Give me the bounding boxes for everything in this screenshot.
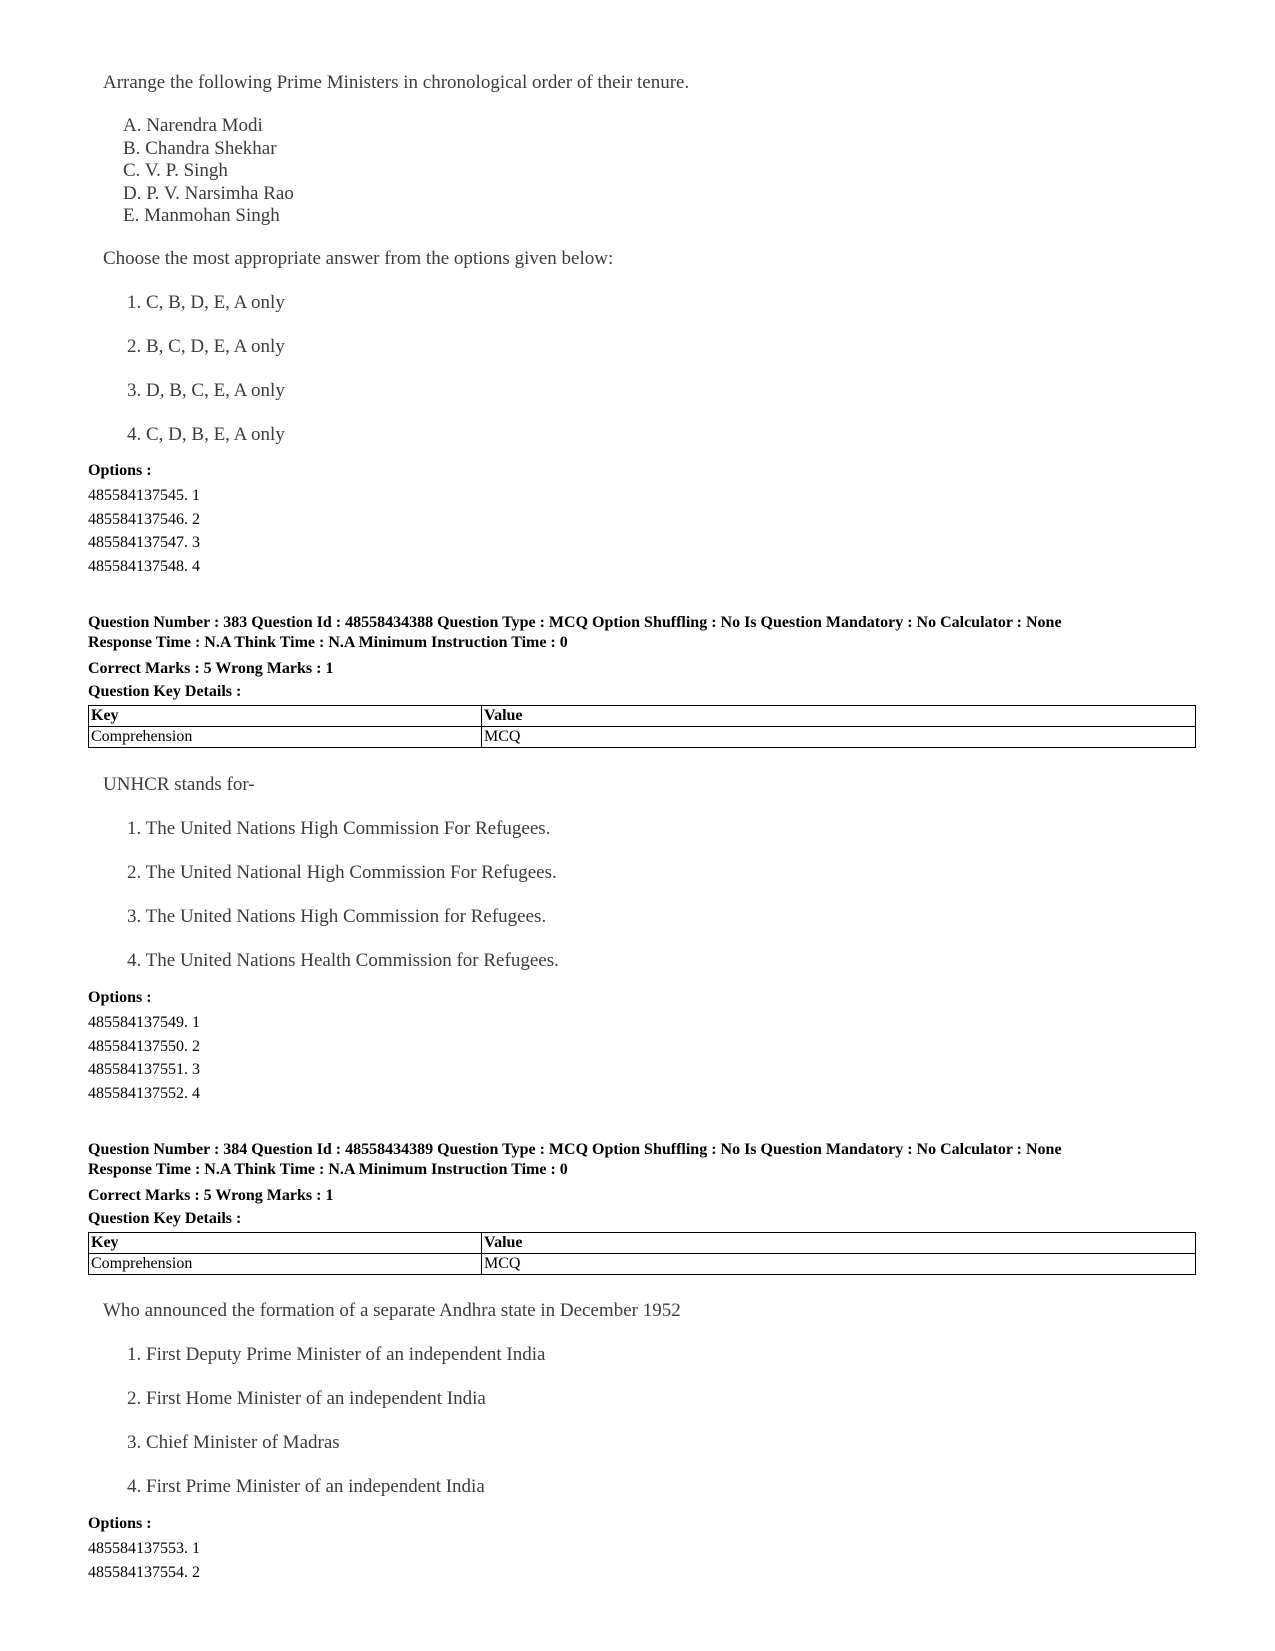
table-header-value: Value: [482, 706, 1196, 727]
choice-2: 2. B, C, D, E, A only: [127, 336, 285, 357]
table-cell-value: MCQ: [482, 1254, 1196, 1275]
option-ids: [88, 484, 200, 578]
meta-line: Response Time : N.A Think Time : N.A Minimum Instruction Time : 0: [88, 634, 568, 651]
option-id: 485584137550. 2: [88, 1037, 200, 1055]
meta-line: Response Time : N.A Think Time : N.A Minimum Instruction Time : 0: [88, 1161, 568, 1178]
option-id: 485584137554. 2: [88, 1563, 200, 1581]
marks: Correct Marks : 5 Wrong Marks : 1: [88, 1187, 334, 1204]
list-item: D. P. V. Narsimha Rao: [123, 182, 294, 204]
list-item: B. Chandra Shekhar: [123, 137, 277, 159]
list-item: C. V. P. Singh: [123, 160, 228, 181]
table-row: [89, 1254, 1196, 1275]
table-cell-value: MCQ: [482, 727, 1196, 748]
key-details-label: Question Key Details :: [88, 1210, 242, 1227]
choice-3: 3. Chief Minister of Madras: [127, 1432, 340, 1453]
question-383-meta: [88, 613, 1062, 653]
choice-2: 2. The United National High Commission For Refugees.: [127, 862, 557, 883]
question-382-text: Arrange the following Prime Ministers in chronological order of their tenure.: [103, 72, 690, 93]
option-id: 485584137549. 1: [88, 1014, 200, 1031]
option-ids: [88, 1011, 200, 1105]
table-header-row: [89, 706, 1196, 727]
list-item: E. Manmohan Singh: [123, 205, 280, 226]
meta-line: Question Number : 383 Question Id : 48558434388 Question Type : MCQ Option Shuffling : No Is Question Mandatory : No Calculator : None: [88, 614, 1062, 631]
choice-1: 1. First Deputy Prime Minister of an independent India: [127, 1344, 546, 1365]
key-details-table: [88, 1232, 1196, 1275]
option-id: 485584137553. 1: [88, 1540, 200, 1557]
options-label: Options :: [88, 462, 152, 479]
question-384-meta: [88, 1140, 1062, 1180]
option-id: 485584137552. 4: [88, 1084, 200, 1102]
option-id: 485584137548. 4: [88, 557, 200, 575]
table-header-row: [89, 1233, 1196, 1254]
options-label: Options :: [88, 1515, 152, 1532]
key-details-label: Question Key Details :: [88, 683, 242, 700]
table-cell-key: Comprehension: [89, 727, 482, 748]
table-header-key: Key: [89, 1233, 482, 1254]
table-row: [89, 727, 1196, 748]
table-header-key: Key: [89, 706, 482, 727]
option-id: 485584137551. 3: [88, 1061, 200, 1078]
options-label: Options :: [88, 989, 152, 1006]
option-id: 485584137546. 2: [88, 510, 200, 528]
choice-4: 4. First Prime Minister of an independent India: [127, 1476, 485, 1497]
table-cell-key: Comprehension: [89, 1254, 482, 1275]
question-383-text: UNHCR stands for-: [103, 774, 255, 795]
question-382-items: [123, 115, 294, 228]
choice-3: 3. D, B, C, E, A only: [127, 380, 285, 401]
choice-4: 4. The United Nations Health Commission for Refugees.: [127, 950, 559, 971]
question-384-text: Who announced the formation of a separate Andhra state in December 1952: [103, 1300, 681, 1321]
option-id: 485584137547. 3: [88, 534, 200, 551]
choice-1: 1. C, B, D, E, A only: [127, 292, 285, 313]
question-382-instruction: Choose the most appropriate answer from the options given below:: [103, 248, 614, 269]
marks: Correct Marks : 5 Wrong Marks : 1: [88, 660, 334, 677]
choice-3: 3. The United Nations High Commission for Refugees.: [127, 906, 547, 927]
list-item: A. Narendra Modi: [123, 115, 263, 136]
option-ids: [88, 1537, 200, 1584]
choice-2: 2. First Home Minister of an independent India: [127, 1388, 486, 1409]
option-id: 485584137545. 1: [88, 487, 200, 504]
key-details-table: [88, 705, 1196, 748]
choice-1: 1. The United Nations High Commission For Refugees.: [127, 818, 551, 839]
meta-line: Question Number : 384 Question Id : 48558434389 Question Type : MCQ Option Shuffling : No Is Question Mandatory : No Calculator : None: [88, 1141, 1062, 1158]
table-header-value: Value: [482, 1233, 1196, 1254]
choice-4: 4. C, D, B, E, A only: [127, 424, 285, 445]
